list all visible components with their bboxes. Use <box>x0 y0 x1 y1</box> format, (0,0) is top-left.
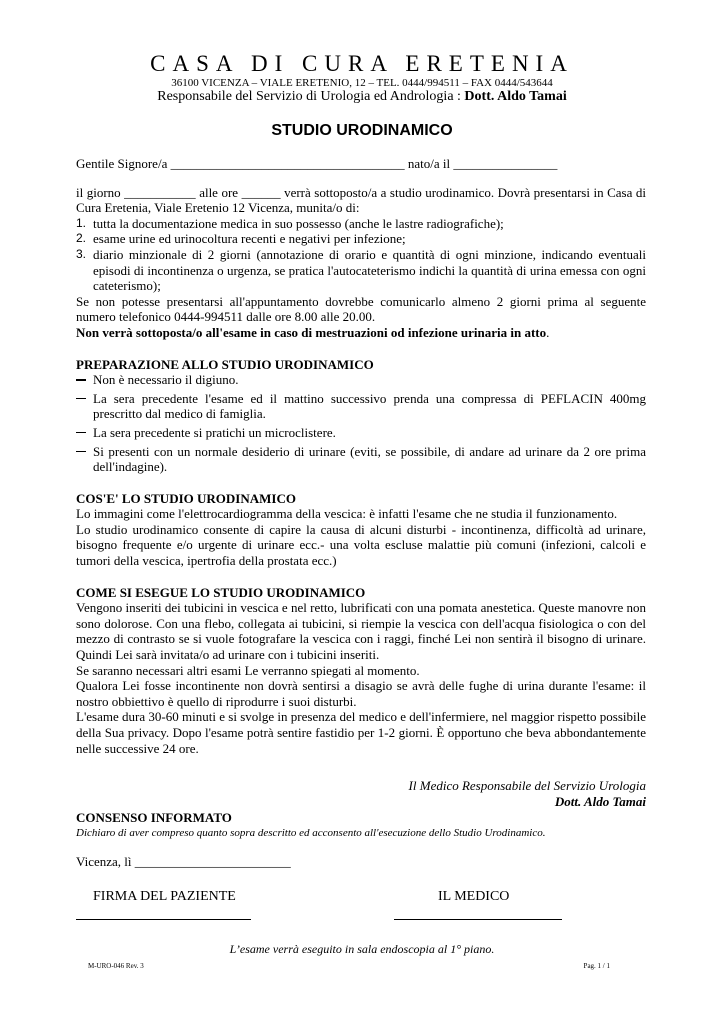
what-is-title: COS'E' LO STUDIO URODINAMICO <box>76 490 296 506</box>
signature-row <box>76 889 646 941</box>
what-is-paragraph: Lo immagini come l'elettrocardiogramma della vescica: è infatti l'esame che ne studia il funzionamento. <box>76 506 618 522</box>
requirement-text: diario minzionale di 2 giorni (annotazione di orario e quantità di ogni minzione, indicando eventuali episodi di incontinenza o urgenza, se pratica l'autocateterismo indichi la quantità di urina emessa con ogni cateterismo); <box>93 246 646 294</box>
preparation-title: PREPARAZIONE ALLO STUDIO URODINAMICO <box>76 356 374 372</box>
preparation-item <box>76 391 646 422</box>
doctor-signature-field[interactable] <box>394 919 562 920</box>
clinic-responsible <box>0 88 724 106</box>
warning-line <box>76 325 646 341</box>
salutation-line: Gentile Signore/a ____________________________________ nato/a il ________________ <box>76 156 558 171</box>
preparation-list <box>76 372 646 475</box>
intro-paragraph: il giorno ___________ alle ore ______ verrà sottoposto/a a studio urodinamico. Dovrà presentarsi in Casa di Cura Eretenia, Viale Eretenio 12 Vicenza, munita/o di: <box>76 184 646 216</box>
document-title: STUDIO URODINAMICO <box>271 122 453 139</box>
requirement-number: 1. <box>76 215 87 230</box>
dash-bullet-icon <box>76 451 86 453</box>
patient-signature-label: FIRMA DEL PAZIENTE <box>93 889 236 905</box>
dash-bullet-icon <box>76 398 86 400</box>
preparation-item <box>76 372 646 388</box>
preparation-item <box>76 425 646 441</box>
how-paragraph: Se saranno necessari altri esami Le verranno spiegati al momento. <box>76 662 420 678</box>
clinic-address: 36100 VICENZA – VIALE ERETENIO, 12 – TEL. 0444/994511 – FAX 0444/543644 <box>171 77 553 89</box>
doctor-signature-block <box>76 778 646 810</box>
preparation-item-text: La sera precedente si pratichi un microclistere. <box>93 424 336 440</box>
warning-text: Non verrà sottoposta/o all'esame in caso di mestruazioni od infezione urinaria in atto <box>76 324 547 340</box>
consent-text: Dichiaro di aver compreso quanto sopra descritto ed acconsento all'esecuzione dello Studio Urodinamico. <box>76 826 546 839</box>
how-title: COME SI ESEGUE LO STUDIO URODINAMICO <box>76 584 366 600</box>
footer-document-code: M-URO-046 Rev. 3 <box>88 962 144 970</box>
preparation-item <box>76 444 646 475</box>
doctor-signature-label: IL MEDICO <box>438 889 510 905</box>
what-is-paragraph: Lo studio urodinamico consente di capire la causa di alcuni disturbi - incontinenza, difficoltà ad urinare, bisogno frequente e/o urgente di urinare ecc.- una volta escluse malattie più comuni (infezioni, calcoli e tumori della vescica, ipertrofia della prostata ecc.) <box>76 521 646 569</box>
signature-name: Dott. Aldo Tamai <box>554 794 646 810</box>
footer-page-number: Pag. 1 / 1 <box>583 962 610 970</box>
requirement-item <box>76 216 646 232</box>
place-date-line: Vicenza, lì ________________________ <box>76 853 291 869</box>
dash-bullet-icon <box>76 432 86 434</box>
dash-bullet-icon <box>76 379 86 381</box>
consent-title: CONSENSO INFORMATO <box>76 810 232 826</box>
preparation-item-text: Si presenti con un normale desiderio di urinare (eviti, se possibile, di andare ad urinare da 2 ore prima dell'indagine). <box>93 443 646 475</box>
preparation-item-text: Non è necessario il digiuno. <box>93 372 239 388</box>
patient-signature-field[interactable] <box>76 919 251 920</box>
requirement-item <box>76 231 646 247</box>
requirement-text: tutta la documentazione medica in suo possesso (anche le lastre radiografiche); <box>93 215 504 231</box>
requirement-text: esame urine ed urinocoltura recenti e negativi per infezione; <box>93 231 406 247</box>
responsible-name: Dott. Aldo Tamai <box>464 89 567 104</box>
warning-end: . <box>546 324 550 340</box>
footer-note: L’esame verrà eseguito in sala endoscopia al 1° piano. <box>229 942 495 956</box>
requirements-list <box>76 216 646 294</box>
requirement-number: 2. <box>76 231 87 246</box>
requirement-item <box>76 247 646 294</box>
clinic-name: CASA DI CURA ERETENIA <box>150 51 574 76</box>
document-body <box>76 156 646 941</box>
how-paragraph: L'esame dura 30-60 minuti e si svolge in presenza del medico e dell'infermiere, nel maggior rispetto possibile della Sua privacy. Dopo l'esame potrà sentire fastidio per 1-2 giorni. È opportuno che beva abbondantemente nelle successive 24 ore. <box>76 709 646 756</box>
responsible-prefix: Responsabile del Servizio di Urologia ed Andrologia : <box>157 89 465 104</box>
how-paragraph: Qualora Lei fosse incontinente non dovrà sentirsi a disagio se avrà delle fughe di urina durante l'esame: il nostro obbiettivo è quello di riprodurre i suoi disturbi. <box>76 678 646 709</box>
how-paragraph: Vengono inseriti dei tubicini in vescica e nel retto, lubrificati con una pomata anestetica. Queste manovre non sono dolorose. Con una flebo, collegata ai tubicini, si riempie la vescica con dell'acqua fisiologica o con del mezzo di contrasto se si vuole fotografare la vescica con i raggi, finché Lei non sentirà il bisogno di urinare. Quindi Lei sarà invitata/o ad urinare con i tubicini inseriti. <box>76 600 646 663</box>
preparation-item-text: La sera precedente l'esame ed il mattino successivo prenda una compressa di PEFLACIN 400mg prescritto dal medico di famiglia. <box>93 390 646 422</box>
signature-role: Il Medico Responsabile del Servizio Urologia <box>408 778 646 794</box>
requirement-number: 3. <box>76 246 87 261</box>
notice-paragraph: Se non potesse presentarsi all'appuntamento dovrebbe comunicarlo almeno 2 giorni prima al seguente numero telefonico 0444-994511 dalle ore 8.00 alle 20.00. <box>76 293 646 325</box>
